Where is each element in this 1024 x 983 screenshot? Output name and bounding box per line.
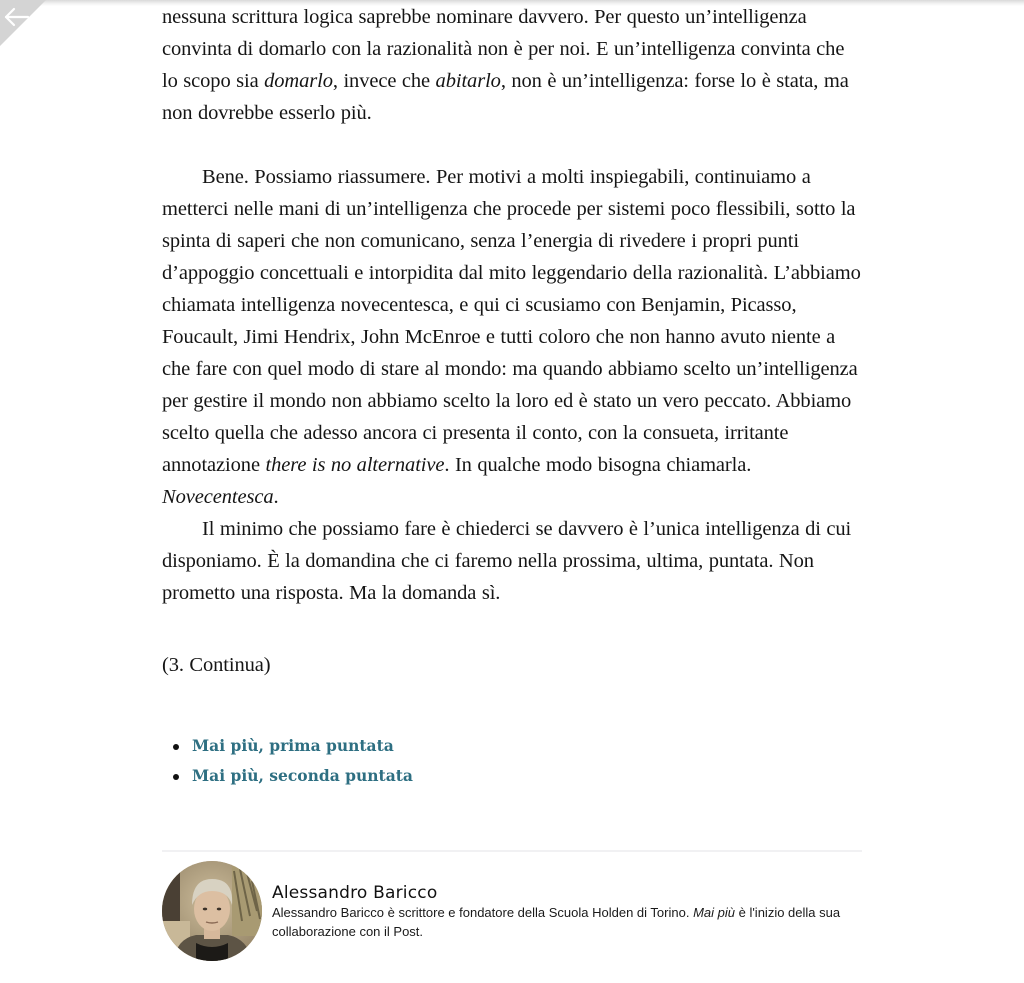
top-shadow [0, 0, 1024, 6]
author-avatar[interactable] [162, 861, 262, 961]
italic-text: Mai più [693, 905, 735, 920]
author-box [162, 861, 862, 961]
related-links-list [162, 731, 413, 791]
article-paragraph-closing: Il minimo che possiamo fare è chiederci se davvero è l’unica intelligenza di cui disponiamo. È la domandina che ci faremo nella prossima, ultima, puntata. Non prometto una risposta. Ma la domanda sì. [162, 518, 852, 604]
italic-text: domarlo [264, 70, 333, 92]
related-link-item [192, 761, 413, 791]
continua-note: (3. Continua) [162, 654, 271, 676]
article-paragraph-summary: Bene. Possiamo riassumere. Per motivi a molti inspiegabili, continuiamo a metterci nelle mani di un’intelligenza che procede per sistemi poco flessibili, sotto la spinta di saperi che non comunicano, senza l’energia di rivedere i propri punti d’appoggio concettuali e intorpidita dal mito leggendario della razionalità. L’abbiamo chiamata intelligenza novecentesca, e qui ci scusiamo con Benjamin, Picasso, Foucault, Jimi Hendrix, John McEnroe e tutti coloro che non hanno avuto niente a che fare con quel modo di stare al mondo: ma quando abbiamo scelto un’intelligenza per gestire il mondo non abbiamo scelto la loro ed è stato un vero peccato. Abbiamo scelto quella che adesso ancora ci presenta il conto, con la consueta, irritante annotazione there is no alternative. In qualche modo bisogna chiamarla. Novecentesca. [162, 166, 861, 508]
back-button[interactable] [0, 0, 46, 46]
author-bio: Alessandro Baricco è scrittore e fondatore della Scuola Holden di Torino. Mai più è l'inizio della sua collaborazione con il Post. [272, 905, 841, 939]
related-link-second-part[interactable]: Mai più, seconda puntata [192, 766, 413, 785]
author-photo-icon [162, 861, 262, 961]
author-name[interactable]: Alessandro Baricco [272, 883, 438, 903]
bullet-icon [173, 774, 179, 780]
article-paragraph: nessuna scrittura logica saprebbe nominare davvero. Per questo un’intelligenza convinta di domarlo con la razionalità non è per noi. E un’intelligenza convinta che lo scopo sia domarlo, invece che abitarlo, non è un’intelligenza: forse lo è stata, ma non dovrebbe esserlo più. [162, 6, 849, 124]
italic-text: there is no alternative [265, 454, 445, 476]
related-link-item [192, 731, 413, 761]
italic-text: Novecentesca [162, 486, 274, 508]
related-link-first-part[interactable]: Mai più, prima puntata [192, 736, 394, 755]
arrow-left-icon [0, 0, 46, 46]
bullet-icon [173, 744, 179, 750]
italic-text: abitarlo [435, 70, 501, 92]
author-divider [162, 850, 862, 852]
